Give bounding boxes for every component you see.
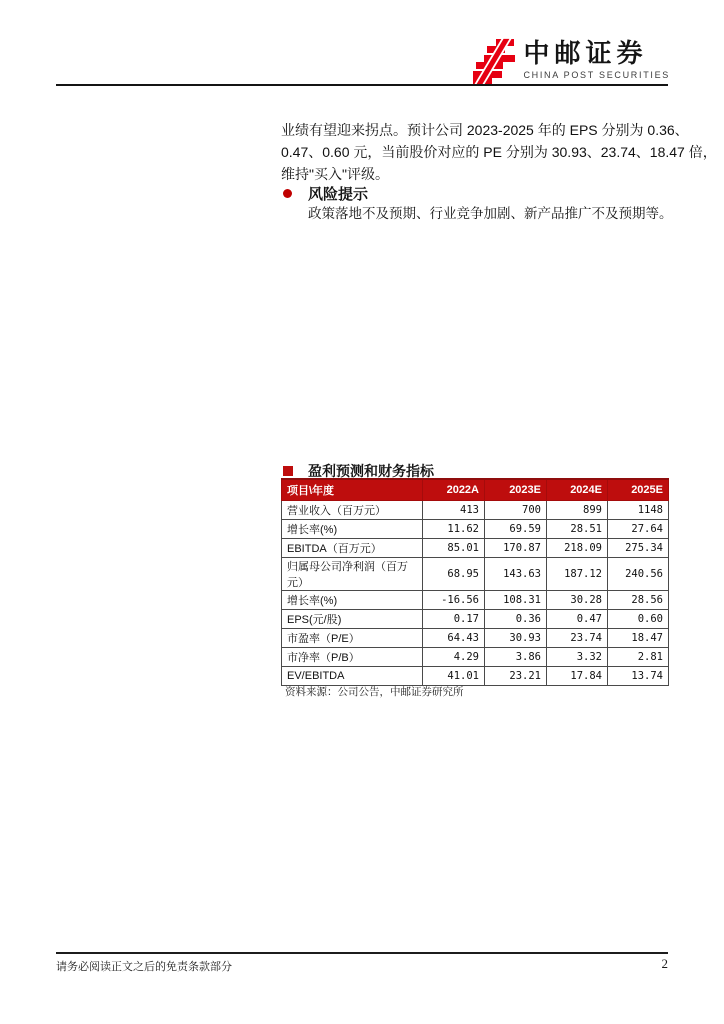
page-number: 2 (661, 956, 668, 971)
table-cell: 11.62 (423, 519, 485, 538)
risk-heading-label: 风险提示 (308, 186, 369, 203)
table-header-cell: 2022A (423, 479, 485, 500)
table-cell: 18.47 (608, 628, 669, 647)
table-row (282, 519, 669, 538)
table-cell: 64.43 (423, 628, 485, 647)
table-row (282, 557, 669, 590)
table-cell: 营业收入（百万元） (282, 500, 423, 519)
table-cell: 27.64 (608, 519, 669, 538)
table-cell: 0.17 (423, 609, 485, 628)
table-cell: 增长率(%) (282, 590, 423, 609)
paragraph-line: 维持"买入"评级。 (281, 166, 389, 182)
brand-name-en: CHINA POST SECURITIES (523, 70, 670, 80)
table-cell: 17.84 (547, 666, 608, 685)
table-cell: 0.36 (485, 609, 547, 628)
table-cell: 13.74 (608, 666, 669, 685)
table-cell: EV/EBITDA (282, 666, 423, 685)
table-cell: 170.87 (485, 538, 547, 557)
table-cell: 市盈率（P/E） (282, 628, 423, 647)
table-cell: -16.56 (423, 590, 485, 609)
table-cell: 69.59 (485, 519, 547, 538)
table-row (282, 647, 669, 666)
table-cell: 0.47 (547, 609, 608, 628)
table-cell: 413 (423, 500, 485, 519)
table-cell: 240.56 (608, 557, 669, 590)
financial-forecast-table (281, 478, 669, 686)
table-cell: 28.51 (547, 519, 608, 538)
table-cell: 市净率（P/B） (282, 647, 423, 666)
footer-rule (56, 952, 668, 954)
table-cell: 4.29 (423, 647, 485, 666)
table-row (282, 538, 669, 557)
table-cell: 41.01 (423, 666, 485, 685)
table-cell: EPS(元/股) (282, 609, 423, 628)
table-cell: 275.34 (608, 538, 669, 557)
paragraph-line: 0.47、0.60 元，当前股价对应的 PE 分别为 30.93、23.74、18.47 倍， (281, 144, 717, 160)
brand-header (471, 38, 670, 85)
table-cell: 28.56 (608, 590, 669, 609)
red-bullet-icon (283, 189, 292, 198)
brand-name-cn: 中邮证券 (523, 38, 648, 68)
table-row (282, 590, 669, 609)
table-title-label: 盈利预测和财务指标 (308, 463, 434, 479)
table-row (282, 609, 669, 628)
table-cell: 3.86 (485, 647, 547, 666)
table-cell: 23.74 (547, 628, 608, 647)
table-header-row (282, 479, 669, 500)
table-cell: 增长率(%) (282, 519, 423, 538)
table-cell: 0.60 (608, 609, 669, 628)
table-cell: 899 (547, 500, 608, 519)
table-cell: 108.31 (485, 590, 547, 609)
summary-paragraph (281, 119, 717, 185)
table-header-cell: 项目\年度 (282, 479, 423, 500)
table-cell: 23.21 (485, 666, 547, 685)
footer-disclaimer: 请务必阅读正文之后的免责条款部分 (56, 961, 232, 973)
table-cell: 3.32 (547, 647, 608, 666)
table-cell: 700 (485, 500, 547, 519)
table-cell: 187.12 (547, 557, 608, 590)
table-cell: EBITDA（百万元） (282, 538, 423, 557)
table-header-cell: 2024E (547, 479, 608, 500)
table-cell: 218.09 (547, 538, 608, 557)
table-row (282, 500, 669, 519)
table-row (282, 666, 669, 685)
risk-section-heading (283, 183, 368, 204)
table-cell: 68.95 (423, 557, 485, 590)
red-square-icon (283, 466, 293, 476)
table-cell: 85.01 (423, 538, 485, 557)
table-cell: 1148 (608, 500, 669, 519)
table-header-cell: 2025E (608, 479, 669, 500)
header-rule (56, 84, 668, 86)
risk-body-text: 政策落地不及预期、行业竞争加剧、新产品推广不及预期等。 (308, 206, 673, 221)
table-cell: 2.81 (608, 647, 669, 666)
table-cell: 30.28 (547, 590, 608, 609)
table-header-cell: 2023E (485, 479, 547, 500)
paragraph-line: 业绩有望迎来拐点。预计公司 2023-2025 年的 EPS 分别为 0.36、 (281, 122, 689, 138)
table-cell: 143.63 (485, 557, 547, 590)
table-cell: 30.93 (485, 628, 547, 647)
table-source-note: 资料来源：公司公告，中邮证券研究所 (285, 686, 464, 698)
table-row (282, 628, 669, 647)
brand-name-block (523, 38, 670, 80)
china-post-logo-icon (471, 38, 516, 85)
table-cell: 归属母公司净利润（百万元） (282, 557, 423, 590)
